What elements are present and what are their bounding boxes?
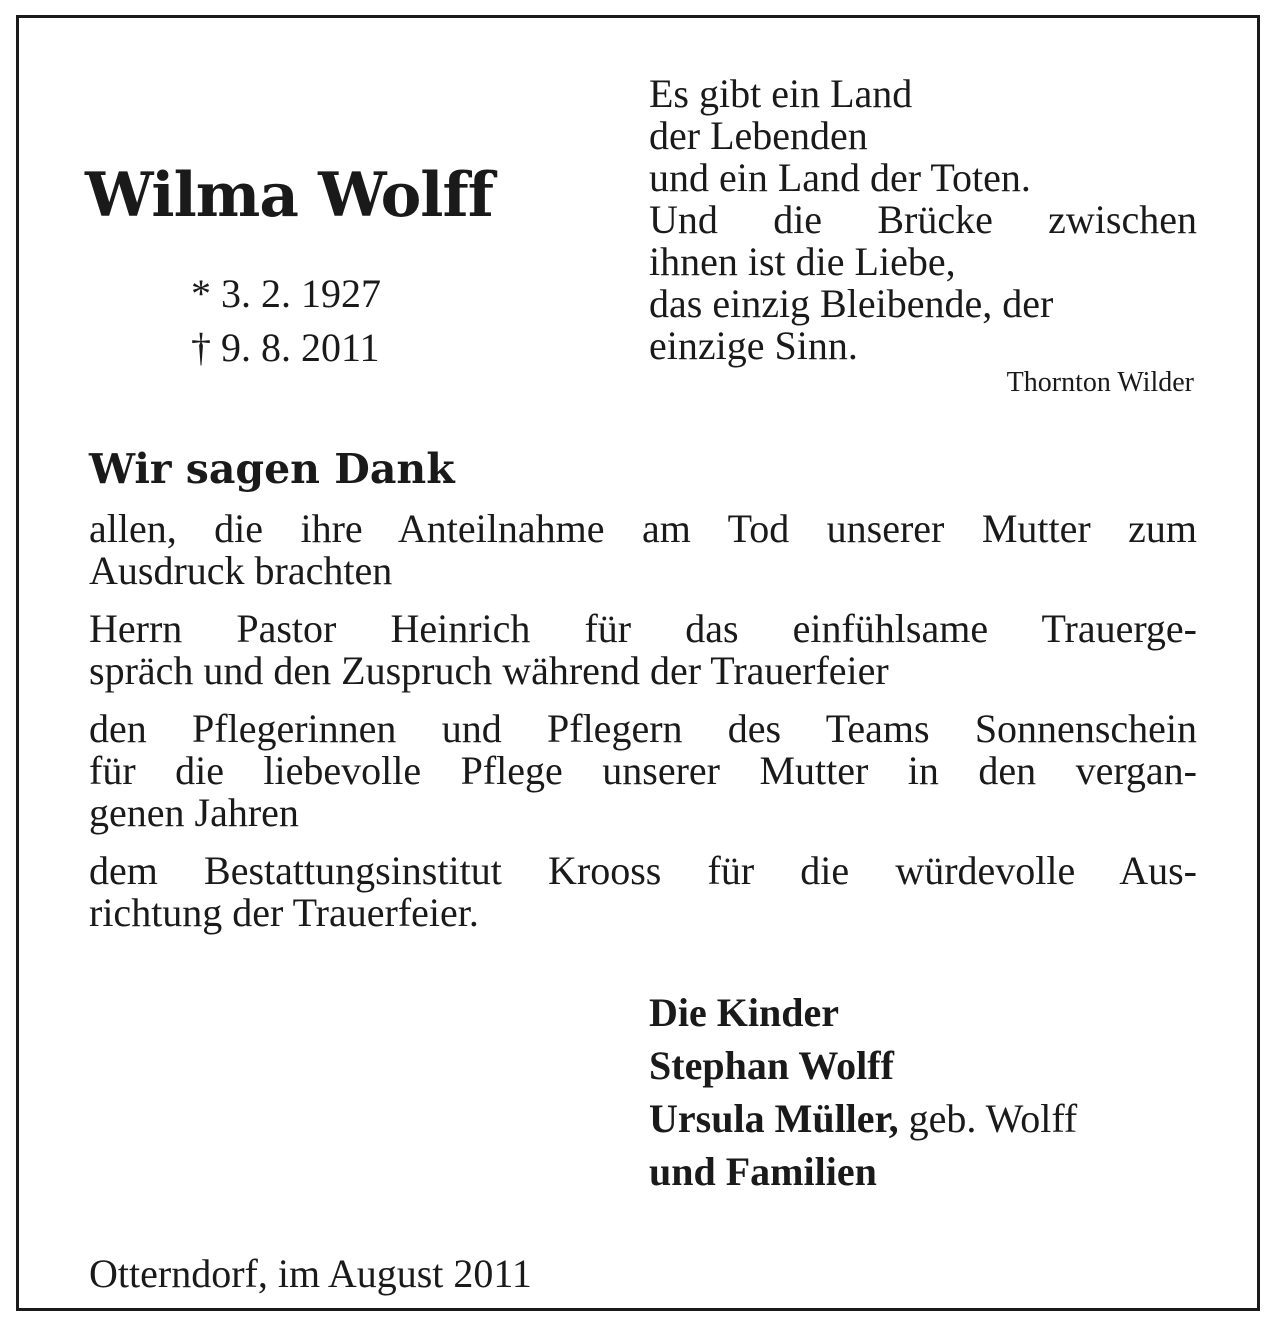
signature-name: Ursula Müller, bbox=[649, 1096, 899, 1141]
thanks-line: richtung der Trauerfeier. bbox=[89, 890, 479, 935]
thanks-line: spräch und den Zuspruch während der Trauerfeier bbox=[89, 648, 889, 693]
notice-frame bbox=[16, 15, 1260, 1311]
thanks-paragraph bbox=[89, 608, 1197, 692]
signature-line: und Familien bbox=[649, 1149, 877, 1194]
thanks-line: Ausdruck brachten bbox=[89, 548, 393, 593]
signature-line: Die Kinder bbox=[649, 990, 839, 1035]
poem-line: Es gibt ein Land bbox=[649, 71, 913, 116]
death-date: † 9. 8. 2011 bbox=[191, 325, 380, 370]
poem bbox=[649, 73, 1197, 367]
thanks-line: dem Bestattungsinstitut Krooss für die würdevolle Aus- bbox=[89, 848, 1197, 893]
poem-line: ihnen ist die Liebe, bbox=[649, 239, 956, 284]
thanks-paragraph bbox=[89, 708, 1197, 834]
signature-line bbox=[649, 1092, 1077, 1145]
birth-date: * 3. 2. 1927 bbox=[191, 271, 381, 316]
thanks-line: genen Jahren bbox=[89, 790, 299, 835]
place-date: Otterndorf, im August 2011 bbox=[89, 1251, 532, 1296]
thanks-line: den Pflegerinnen und Pflegern des Teams Sonnenschein bbox=[89, 706, 1197, 751]
deceased-name: Wilma Wolff bbox=[85, 160, 493, 231]
poem-line: und ein Land der Toten. bbox=[649, 155, 1031, 200]
poem-line: einzige Sinn. bbox=[649, 323, 858, 368]
poem-line: der Lebenden bbox=[649, 113, 868, 158]
thanks-paragraph bbox=[89, 508, 1197, 592]
signature-block bbox=[649, 986, 1077, 1198]
signature-line: Stephan Wolff bbox=[649, 1043, 894, 1088]
thanks-line: Herrn Pastor Heinrich für das einfühlsame Trauerge- bbox=[89, 606, 1197, 651]
thanks-body bbox=[89, 508, 1197, 950]
thanks-line: für die liebevolle Pflege unserer Mutter in den vergan- bbox=[89, 748, 1197, 793]
poem-line: das einzig Bleibende, der bbox=[649, 281, 1054, 326]
poem-line: Und die Brücke zwischen bbox=[649, 197, 1197, 242]
thanks-heading: Wir sagen Dank bbox=[89, 445, 455, 493]
poem-author: Thornton Wilder bbox=[1006, 367, 1194, 398]
thanks-line: allen, die ihre Anteilnahme am Tod unserer Mutter zum bbox=[89, 506, 1197, 551]
signature-maiden-name: geb. Wolff bbox=[898, 1096, 1078, 1141]
thanks-paragraph bbox=[89, 850, 1197, 934]
